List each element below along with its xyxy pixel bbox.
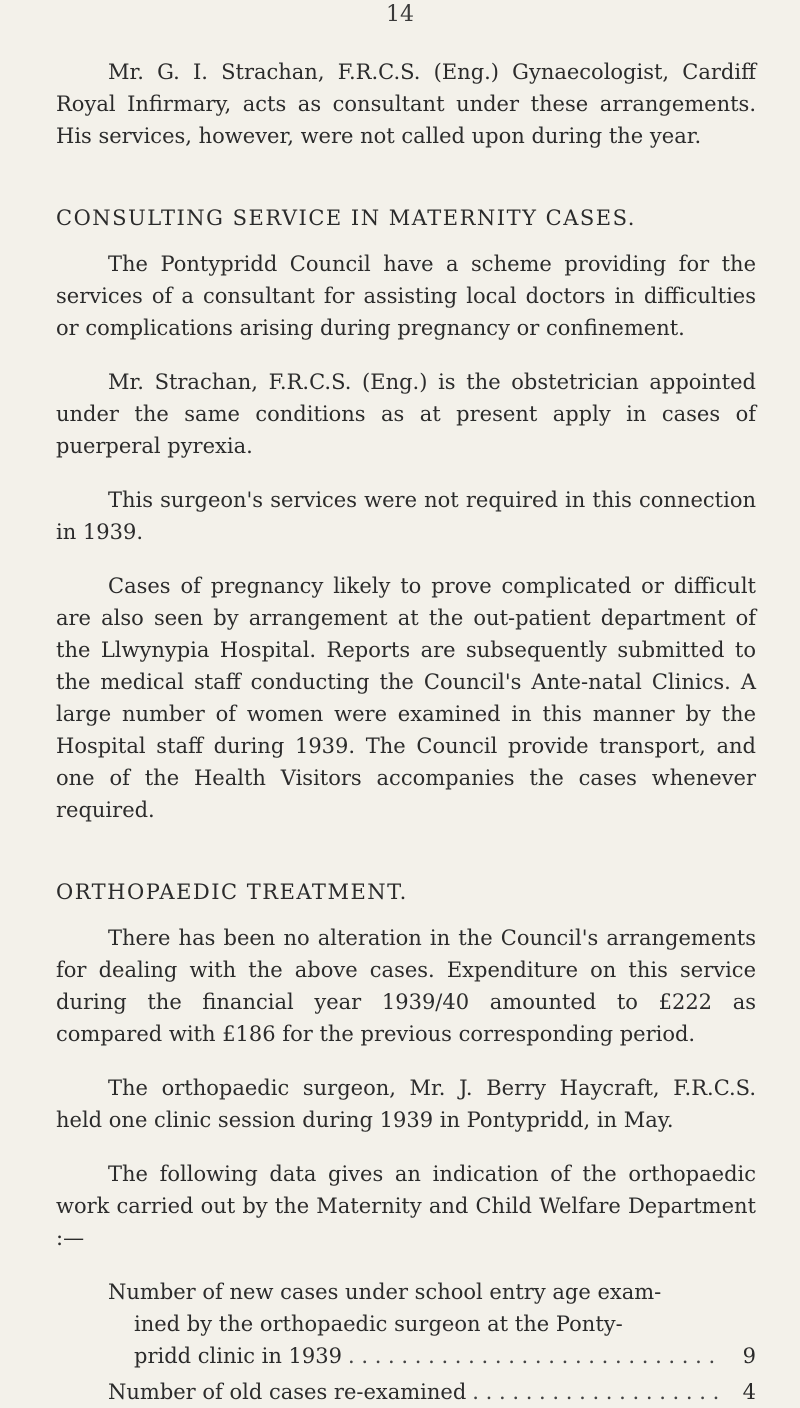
- stat-new-cases-line2: ined by the orthopaedic surgeon at the Ponty-: [134, 1312, 623, 1336]
- page-number: 14: [386, 2, 414, 27]
- paragraph: Cases of pregnancy likely to prove complicated or difficult are also seen by arrangement at the out-patient department of the Llwynypia Hospital. Reports are subsequently submitted to the medical staff conducting the Council's Ante-natal Clinics. A large number of women were examined in this manner by the Hospital staff during 1939. The Council provide transport, and one of the Health Visitors accompanies the cases whenever required.: [56, 574, 756, 822]
- paragraph: The orthopaedic surgeon, Mr. J. Berry Haycraft, F.R.C.S. held one clinic session during 1939 in Pontypridd, in May.: [56, 1076, 756, 1132]
- dot-leader: [348, 1340, 720, 1372]
- stat-new-cases-line3: pridd clinic in 1939: [134, 1344, 342, 1368]
- section-heading-consulting: CONSULTING SERVICE IN MATERNITY CASES.: [56, 206, 636, 230]
- stat-new-cases-value: 9: [742, 1344, 756, 1368]
- stat-new-cases-line1: Number of new cases under school entry age exam-: [108, 1280, 662, 1304]
- paragraph: This surgeon's services were not required in this connection in 1939.: [56, 488, 756, 544]
- paragraph: The following data gives an indication of the orthopaedic work carried out by the Maternity and Child Welfare Department :—: [56, 1162, 756, 1250]
- stat-new-cases: [56, 1276, 756, 1372]
- paragraph: There has been no alteration in the Council's arrangements for dealing with the above cases. Expenditure on this service during the financial year 1939/40 amounted to £222 as compared with £186 for the previous corresponding period.: [56, 926, 756, 1046]
- stat-new-cases-line3-row: [108, 1340, 756, 1372]
- paragraph: Mr. Strachan, F.R.C.S. (Eng.) is the obstetrician appointed under the same conditions as at present apply in cases of puerperal pyrexia.: [56, 370, 756, 458]
- stat-old-cases-label: Number of old cases re-examined: [108, 1380, 467, 1404]
- section-heading-orthopaedic: ORTHOPAEDIC TREATMENT.: [56, 880, 408, 904]
- page-content: [56, 56, 756, 1408]
- stat-old-cases-value: 4: [742, 1380, 756, 1404]
- paragraph: The Pontypridd Council have a scheme providing for the services of a consultant for assisting local doctors in difficulties or complications arising during pregnancy or confinement.: [56, 252, 756, 340]
- intro-paragraph: Mr. G. I. Strachan, F.R.C.S. (Eng.) Gynaecologist, Cardiff Royal Infirmary, acts as consultant under these arrangements. His services, however, were not called upon during the year.: [56, 60, 756, 148]
